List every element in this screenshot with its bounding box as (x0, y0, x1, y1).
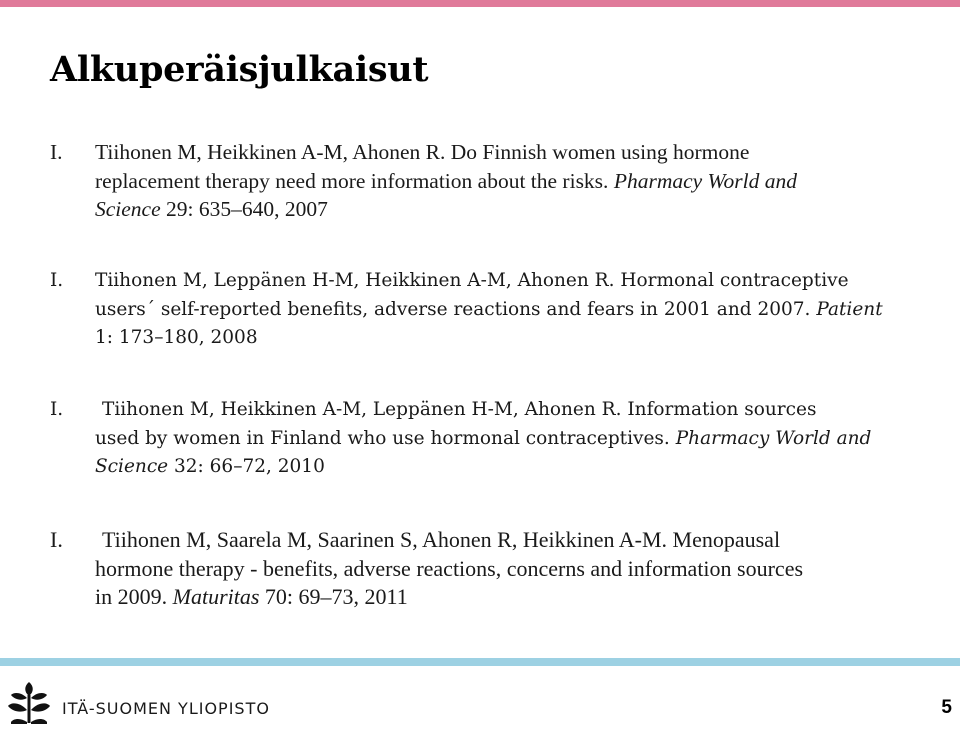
slide-title: Alkuperäisjulkaisut (50, 49, 429, 90)
reference-line (95, 195, 950, 224)
journal-name: Science (95, 456, 169, 477)
reference-text (95, 526, 950, 612)
reference-numeral: I. (50, 270, 64, 291)
reference-line (95, 296, 950, 325)
reference-text-segment: users´ self-reported benefits, adverse reactions and fears in 2001 and 2007. (95, 298, 811, 320)
reference-item (50, 267, 950, 353)
page-number: 5 (941, 697, 952, 718)
reference-item (50, 526, 950, 612)
reference-text (95, 138, 950, 224)
reference-line (95, 453, 950, 482)
reference-item (50, 138, 950, 224)
reference-line (95, 583, 950, 612)
reference-text (95, 396, 950, 482)
journal-name: Maturitas (172, 584, 260, 609)
reference-text-segment: used by women in Finland who use hormonal contraceptives. (95, 427, 670, 449)
reference-line (95, 167, 950, 196)
reference-line: Tiihonen M, Heikkinen A-M, Ahonen R. Do Finnish women using hormone (95, 140, 750, 164)
reference-line: Tiihonen M, Saarela M, Saarinen S, Ahonen R, Heikkinen A-M. Menopausal (102, 527, 781, 552)
reference-details: 32: 66–72, 2010 (168, 456, 325, 477)
reference-details: 1: 173–180, 2008 (95, 327, 258, 348)
bottom-accent-bar (0, 658, 960, 666)
reference-item (50, 396, 950, 482)
reference-numeral: I. (50, 140, 63, 164)
reference-numeral: I. (50, 399, 64, 420)
reference-text-segment: replacement therapy need more information about the risks. (95, 168, 609, 193)
reference-details: 29: 635–640, 2007 (160, 197, 328, 221)
reference-line: Tiihonen M, Leppänen H-M, Heikkinen A-M, Ahonen R. Hormonal contraceptive (95, 270, 849, 291)
reference-text-segment: in 2009. (95, 584, 168, 609)
reference-line: Tiihonen M, Heikkinen A-M, Leppänen H-M, Ahonen R. Information sources (102, 399, 817, 420)
reference-text (95, 267, 950, 353)
journal-name: Pharmacy World and (675, 427, 872, 449)
journal-name: Science (95, 197, 161, 221)
reference-line: hormone therapy - benefits, adverse reactions, concerns and information sources (95, 555, 804, 581)
reference-numeral: I. (50, 527, 63, 552)
top-accent-bar (0, 0, 960, 7)
reference-line (95, 425, 950, 454)
journal-name: Patient (816, 298, 883, 320)
university-name: ITÄ-SUOMEN YLIOPISTO (62, 699, 270, 718)
journal-name: Pharmacy World and (613, 168, 797, 193)
university-emblem-icon (6, 680, 52, 726)
reference-details: 70: 69–73, 2011 (259, 584, 408, 609)
